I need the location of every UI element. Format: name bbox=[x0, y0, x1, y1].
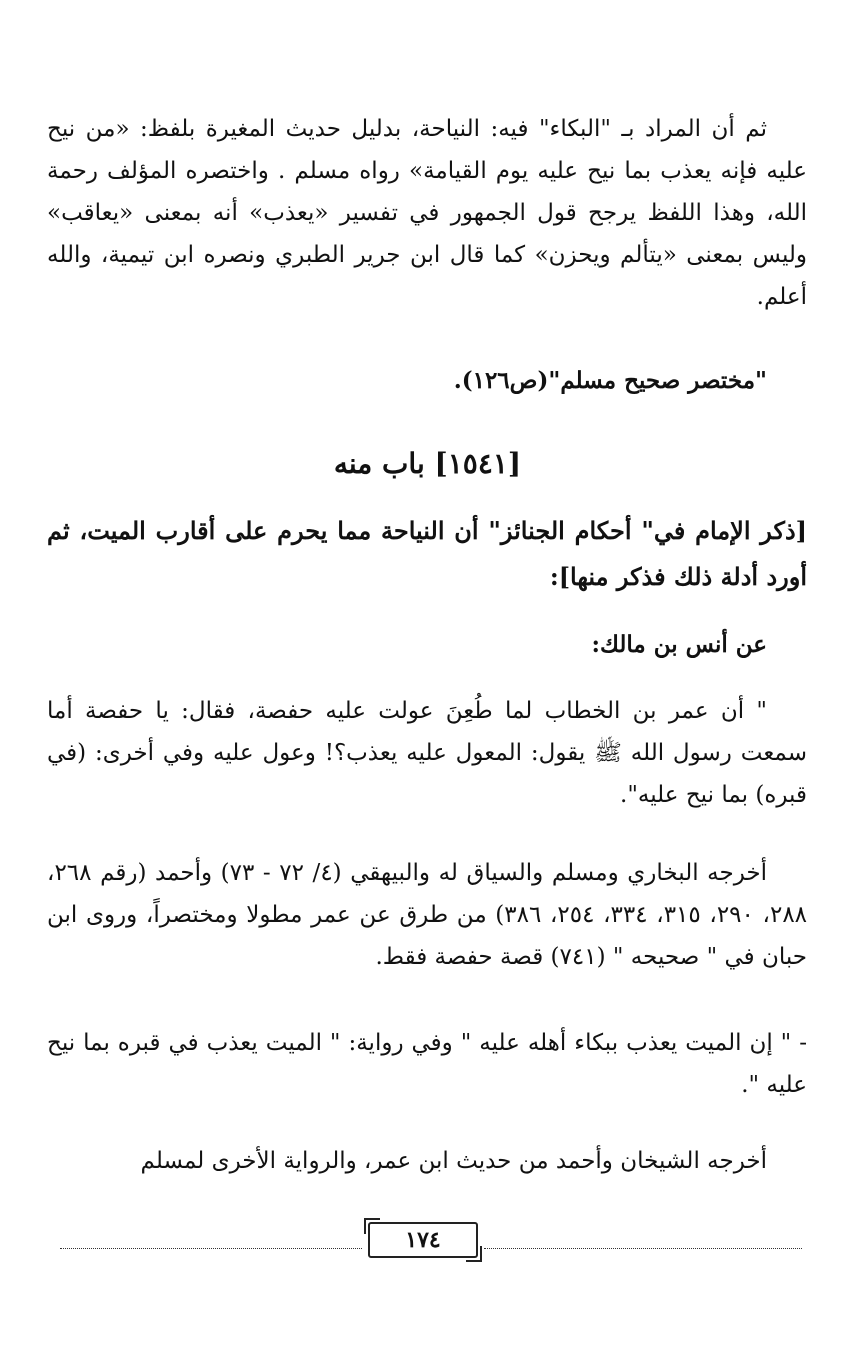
takhrij-paragraph: أخرجه البخاري ومسلم والسياق له والبيهقي (٤/ ٧٢ - ٧٣) وأحمد (رقم ٢٦٨، ٢٨٨، ٢٩٠، ٣١٥، ٣٣٤، ٢٥٤، ٣٨٦) من طرق عن عمر مطولا ومختصراً، وروى ابن حبان في " صحيحه " (٧٤١) قصة حفصة فقط. bbox=[47, 860, 808, 970]
takhrij-paragraph-2: أخرجه الشيخان وأحمد من حديث ابن عمر، والرواية الأخرى لمسلم bbox=[140, 1148, 767, 1174]
hadith-text-2: - " إن الميت يعذب ببكاء أهله عليه " وفي رواية: " الميت يعذب في قبره بما نيح عليه ". bbox=[47, 1030, 807, 1098]
hadith-text: " أن عمر بن الخطاب لما طُعِنَ عولت عليه حفصة، فقال: يا حفصة أما سمعت رسول الله ﷺ يقول: المعول عليه يعذب؟! وعول عليه وفي أخرى: (في قبره) بما نيح عليه". bbox=[47, 698, 807, 808]
footer-rule-right bbox=[484, 1248, 802, 1249]
commentary-paragraph: ثم أن المراد بـ "البكاء" فيه: النياحة، بدليل حديث المغيرة بلفظ: «من نيح عليه فإنه يعذب بما نيح عليه يوم القيامة» رواه مسلم . واختصره المؤلف رحمة الله، وهذا اللفظ يرجح قول الجمهور في تفسير «يعذب» أنه بمعنى «يعاقب» وليس بمعنى «يتألم ويحزن» كما قال ابن جرير الطبري ونصره ابن تيمية، والله أعلم. bbox=[47, 116, 807, 310]
source-citation: "مختصر صحيح مسلم"(ص١٢٦). bbox=[453, 367, 767, 394]
page-number bbox=[368, 1222, 478, 1258]
chapter-heading: [١٥٤١] باب منه bbox=[333, 447, 522, 480]
footer-rule-left bbox=[60, 1248, 362, 1249]
narrator-line: عن أنس بن مالك: bbox=[591, 631, 767, 658]
page-number-text: ١٧٤ bbox=[405, 1227, 441, 1253]
intro-paragraph: [ذكر الإمام في" أحكام الجنائز" أن النياحة مما يحرم على أقارب الميت، ثم أورد أدلة ذلك فذكر منها]: bbox=[47, 516, 807, 591]
